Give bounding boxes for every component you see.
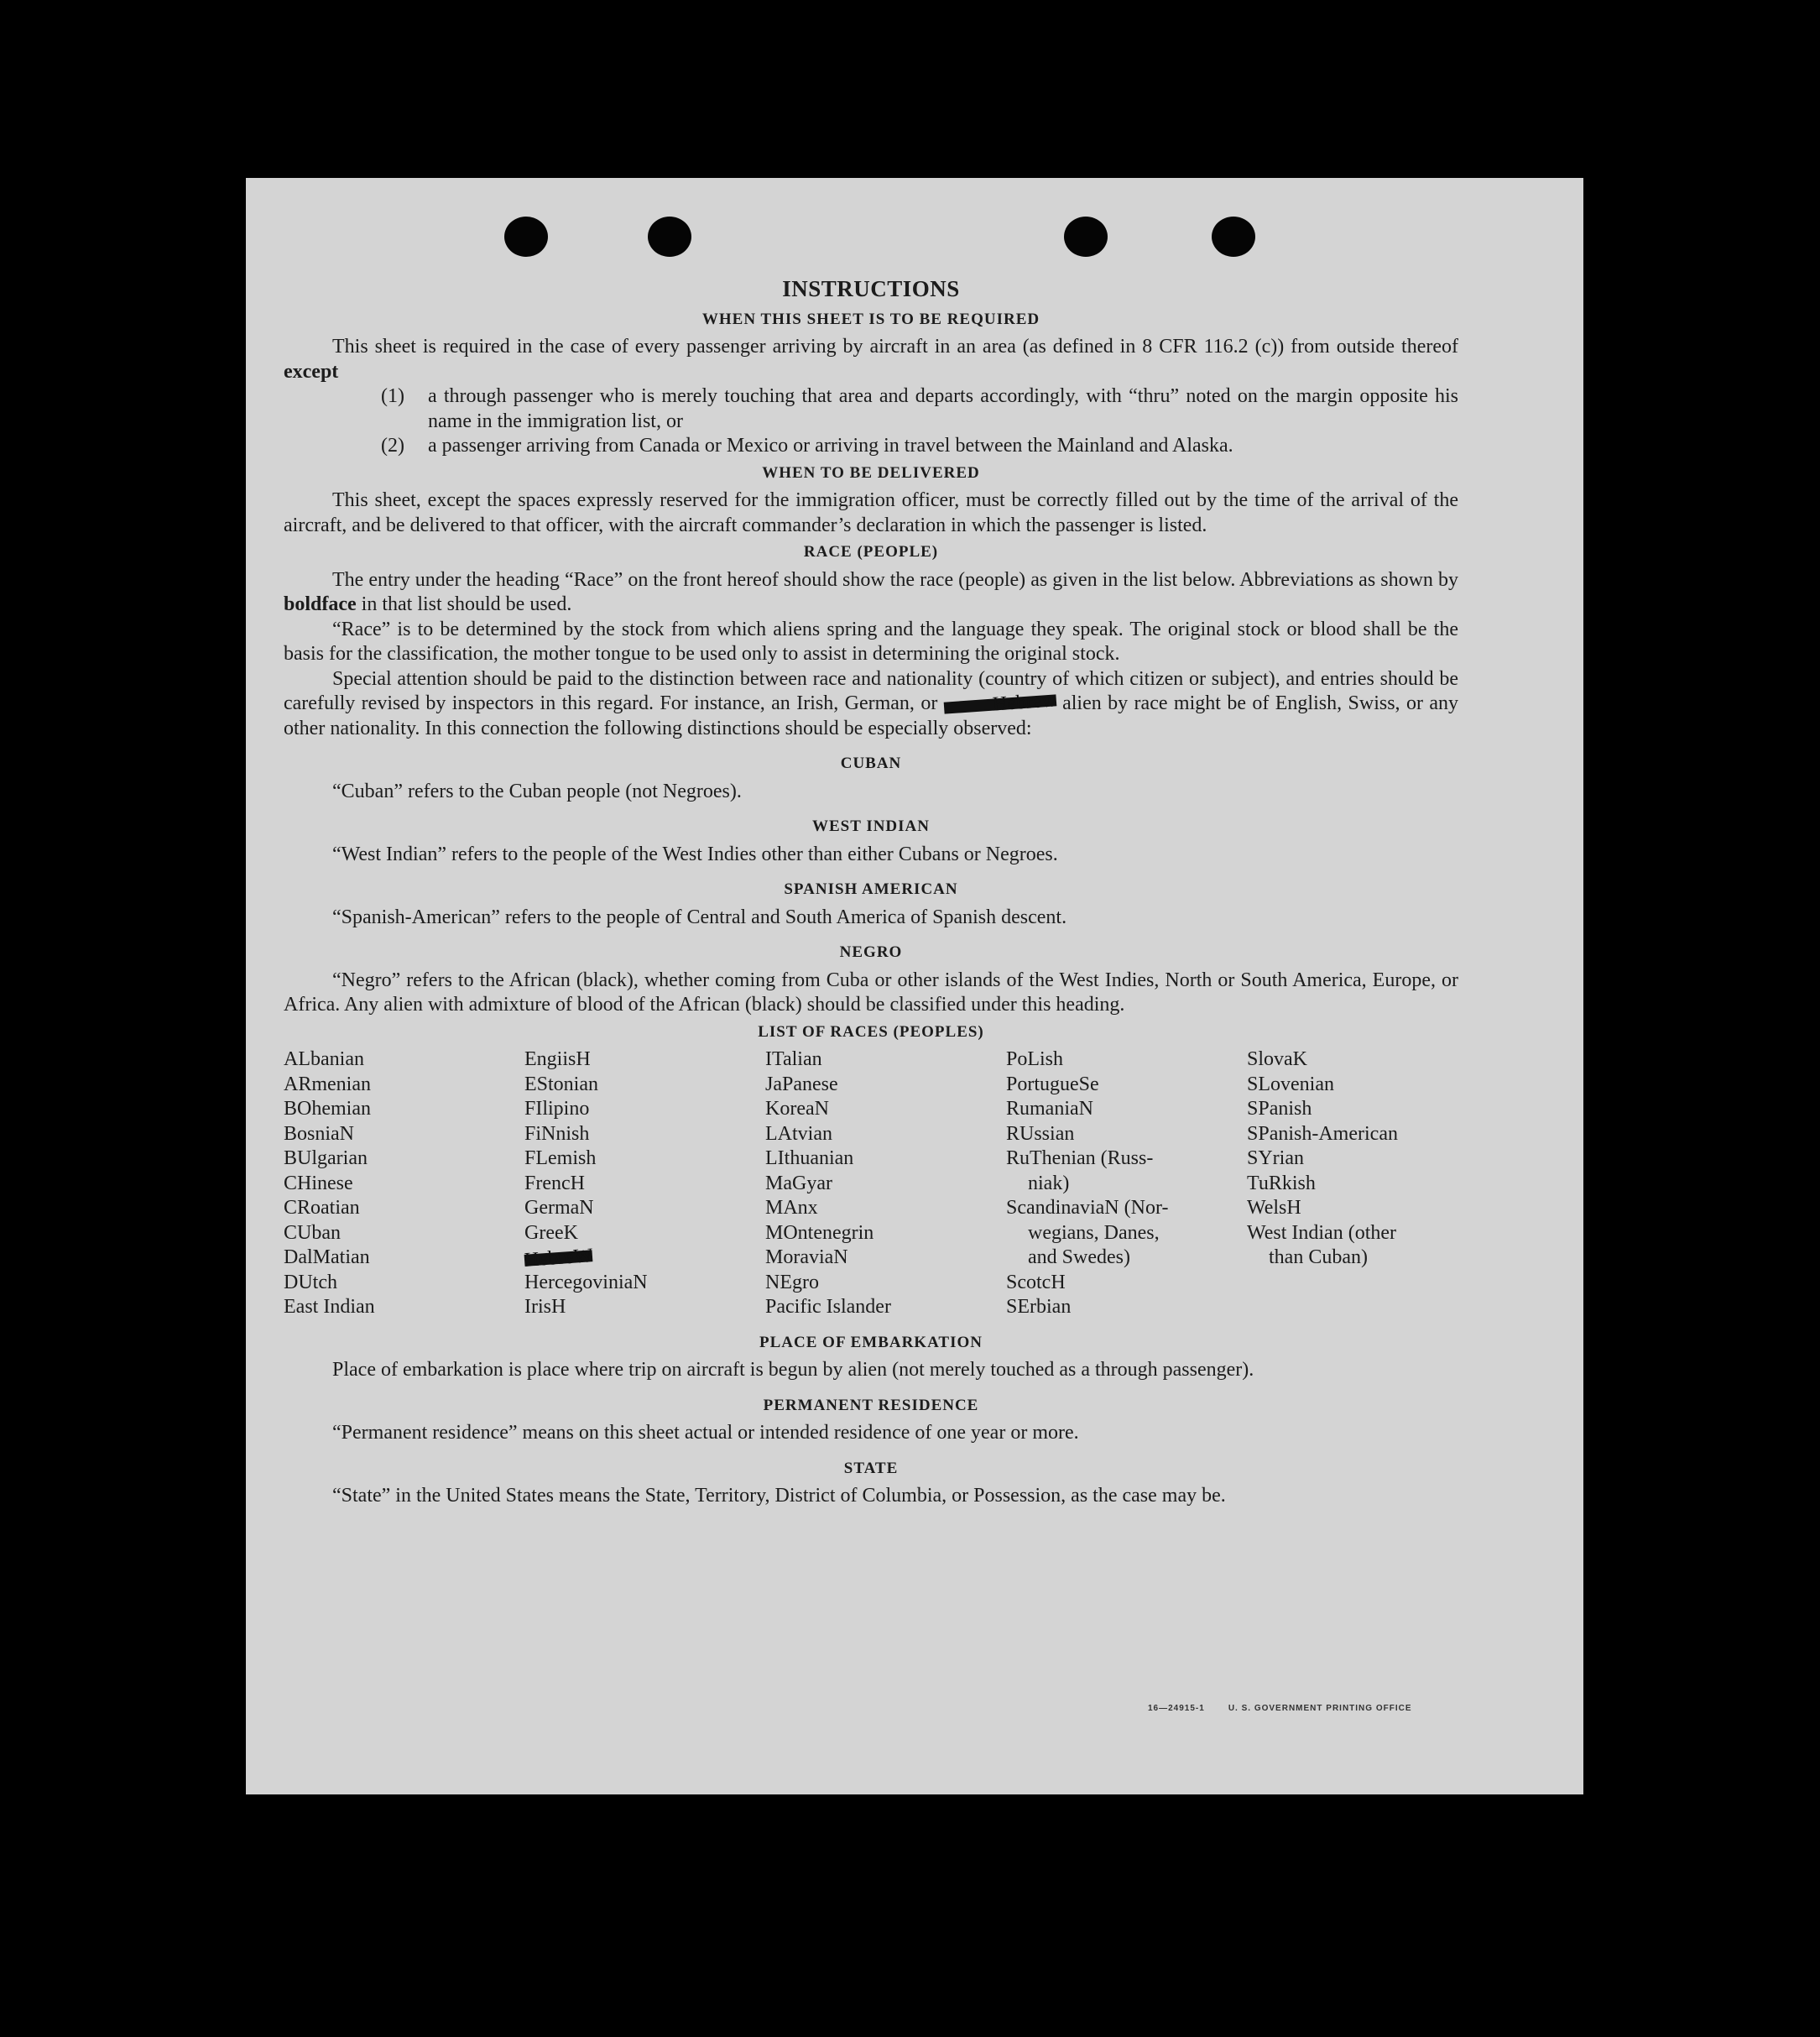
race-item: WelsH (1247, 1197, 1301, 1219)
punch-hole (504, 217, 548, 257)
race-item-continued: niak) (1028, 1172, 1070, 1194)
race-p1-text-c: in that list should be used. (356, 593, 572, 615)
heading-spanish-american: SPANISH AMERICAN (784, 880, 958, 898)
race-paragraph-2: “Race” is to be determined by the stock from which aliens spring and the language they speak. The original stock or blood shall be the basis for the classification, the mother tongue to be used only to assist in determining the original stock. (284, 618, 1458, 665)
race-paragraph-1 (284, 568, 1458, 618)
heading-west-indian: WEST INDIAN (812, 817, 930, 835)
race-item: GermaN (524, 1197, 594, 1219)
race-item: SErbian (1006, 1296, 1072, 1318)
heading-when-delivered: WHEN TO BE DELIVERED (762, 463, 980, 482)
race-item: IrisH (524, 1296, 566, 1318)
heading-state: STATE (843, 1459, 899, 1477)
race-item: LAtvian (765, 1122, 832, 1145)
state-paragraph: “State” in the United States means the State, Territory, District of Columbia, or Possession, as the case may be. (332, 1485, 1226, 1507)
race-item: East Indian (284, 1296, 375, 1318)
delivered-paragraph: This sheet, except the spaces expressly reserved for the immigration officer, must be correctly filled out by the time of the arrival of the aircraft, and be delivered to that officer, with the aircraft commander’s declaration in which the passenger is listed. (284, 489, 1458, 536)
race-item: West Indian (other (1247, 1221, 1397, 1244)
residence-paragraph: “Permanent residence” means on this sheet actual or intended residence of one year or more. (332, 1422, 1079, 1444)
exception-item (381, 434, 1458, 459)
race-column (765, 1047, 1006, 1320)
document-sheet (246, 178, 1583, 1794)
embarkation-paragraph: Place of embarkation is place where trip on aircraft is begun by alien (not merely touched as a through passenger). (332, 1359, 1254, 1381)
exception-text: a through passenger who is merely touching that area and departs accordingly, with “thru” noted on the margin opposite his name in the immigration list, or (428, 385, 1458, 432)
exception-number: (1) (381, 385, 404, 407)
race-item: SYrian (1247, 1147, 1304, 1169)
race-item: ScotcH (1006, 1271, 1066, 1293)
form-number: 16—24915-1 (1148, 1704, 1205, 1713)
exception-item (381, 384, 1458, 434)
race-item: ARmenian (284, 1073, 371, 1095)
race-item: Pacific Islander (765, 1296, 891, 1318)
required-text: This sheet is required in the case of every passenger arriving by aircraft in an area (as defined in 8 CFR 116.2 (c)) from outside thereof (332, 336, 1458, 358)
race-item: FIlipino (524, 1098, 590, 1120)
punch-hole (1212, 217, 1255, 257)
required-except: except (284, 360, 339, 383)
race-item: JaPanese (765, 1073, 838, 1095)
printer-name: U. S. GOVERNMENT PRINTING OFFICE (1228, 1704, 1412, 1713)
race-item: PortugueSe (1006, 1073, 1099, 1095)
race-item: MaGyar (765, 1172, 832, 1194)
race-item: FiNnish (524, 1122, 590, 1145)
race-item-continued: wegians, Danes, (1028, 1221, 1160, 1244)
race-item: RUssian (1006, 1122, 1075, 1145)
race-p1-boldface: boldface (284, 593, 357, 615)
race-item: LIthuanian (765, 1147, 854, 1169)
race-item: CUban (284, 1221, 341, 1244)
race-item: ITalian (765, 1048, 822, 1070)
heading-list-of-races: LIST OF RACES (PEOPLES) (758, 1022, 984, 1041)
race-p1-text-a: The entry under the heading “Race” on the front hereof should show the race (people) as given in the list below. Abbreviations as shown by (332, 568, 1458, 591)
heading-cuban: CUBAN (840, 755, 902, 772)
race-item: RumaniaN (1006, 1098, 1093, 1120)
race-item: FrencH (524, 1172, 585, 1194)
race-column (1006, 1047, 1247, 1320)
redaction-mark: Hebrew (943, 695, 1056, 714)
race-item: SPanish (1247, 1098, 1312, 1120)
race-item: EStonian (524, 1073, 598, 1095)
race-item: KoreaN (765, 1098, 829, 1120)
race-item: ALbanian (284, 1048, 364, 1070)
race-item: TuRkish (1247, 1172, 1316, 1194)
race-item: EngiisH (524, 1048, 591, 1070)
race-column (1247, 1047, 1458, 1320)
race-column (524, 1047, 765, 1320)
race-item-continued: than Cuban) (1269, 1246, 1368, 1268)
instructions-content (284, 277, 1458, 1509)
race-item: SlovaK (1247, 1048, 1307, 1070)
race-item: DUtch (284, 1271, 337, 1293)
race-item: BOhemian (284, 1098, 371, 1120)
race-item: FLemish (524, 1147, 597, 1169)
race-item-continued: and Swedes) (1028, 1246, 1130, 1268)
race-paragraph-3 (284, 667, 1458, 742)
race-p3-text-a: Special attention should be paid to the distinction between race and nationality (country of which citizen or subject), and entries should be carefully revised by inspectors in this regard. For instance, an Irish, German, or (284, 667, 1458, 714)
race-item: BosniaN (284, 1122, 354, 1145)
required-paragraph (284, 335, 1458, 384)
race-item: NEgro (765, 1271, 819, 1293)
heading-embarkation: PLACE OF EMBARKATION (759, 1333, 983, 1351)
heading-when-required: WHEN THIS SHEET IS TO BE REQUIRED (701, 310, 1040, 328)
race-item: BUlgarian (284, 1147, 368, 1169)
race-item: CHinese (284, 1172, 353, 1194)
redaction-mark: HebreW (524, 1245, 594, 1272)
punch-hole (1064, 217, 1108, 257)
race-p3-text-b: alien by race might be of English, Swiss, or any other nationality. In this connection the following distinctions should be especially observed: (284, 692, 1458, 739)
exception-text: a passenger arriving from Canada or Mexico or arriving in travel between the Mainland and Alaska. (428, 435, 1233, 457)
heading-permanent-residence: PERMANENT RESIDENCE (763, 1396, 979, 1414)
heading-negro: NEGRO (839, 943, 903, 961)
race-item: HercegoviniaN (524, 1271, 648, 1293)
race-item: PoLish (1006, 1048, 1064, 1070)
heading-race: RACE (PEOPLE) (803, 543, 939, 561)
race-item-redacted (524, 1246, 765, 1271)
printer-imprint (1148, 1704, 1436, 1713)
race-item: SPanish-American (1247, 1122, 1398, 1145)
race-item: CRoatian (284, 1197, 360, 1219)
page-title: INSTRUCTIONS (782, 276, 960, 301)
race-item: SLovenian (1247, 1073, 1334, 1095)
exception-number: (2) (381, 435, 404, 457)
race-item: DalMatian (284, 1246, 370, 1268)
punch-hole (648, 217, 691, 257)
spanish-american-paragraph: “Spanish-American” refers to the people of Central and South America of Spanish descent. (332, 906, 1067, 928)
cuban-paragraph: “Cuban” refers to the Cuban people (not Negroes). (332, 780, 742, 802)
race-item: MOntenegrin (765, 1221, 874, 1244)
race-column (284, 1047, 524, 1320)
negro-paragraph: “Negro” refers to the African (black), whether coming from Cuba or other islands of the West Indies, North or South America, Europe, or Africa. Any alien with admixture of blood of the African (black) should be classified under this heading. (284, 969, 1458, 1016)
race-item: MAnx (765, 1197, 818, 1219)
race-item: ScandinaviaN (Nor- (1006, 1197, 1169, 1219)
race-item: MoraviaN (765, 1246, 848, 1268)
race-item: RuThenian (Russ- (1006, 1147, 1154, 1169)
race-item: GreeK (524, 1221, 578, 1244)
race-list (284, 1047, 1458, 1320)
west-indian-paragraph: “West Indian” refers to the people of the West Indies other than either Cubans or Negroes. (332, 843, 1058, 865)
